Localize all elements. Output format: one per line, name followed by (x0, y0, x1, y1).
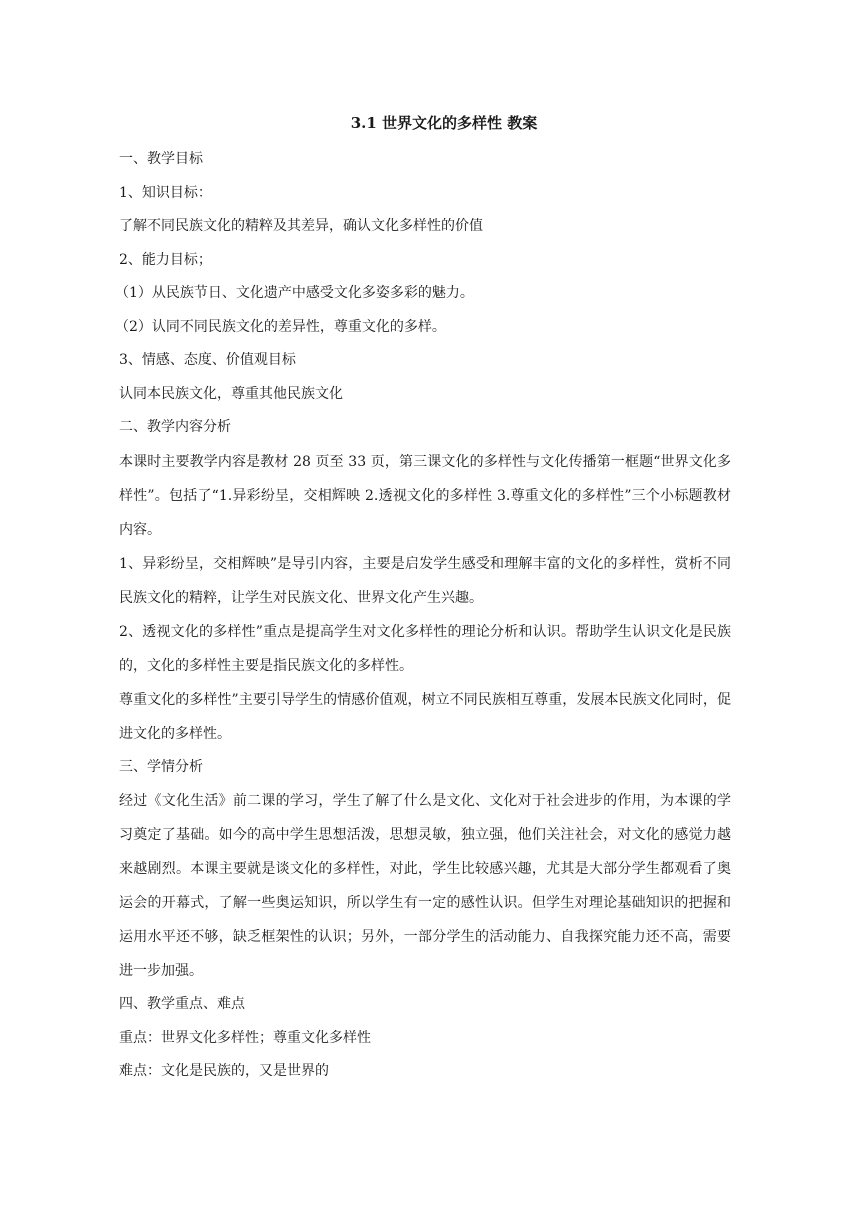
body-paragraph: 经过《文化生活》前二课的学习，学生了解了什么是文化、文化对于社会进步的作用，为本课的学习奠定了基础。如今的高中学生思想活泼，思想灵敏，独立强，他们关注社会，对文化的感觉力越来越剧烈。本课主要就是谈文化的多样性，对此，学生比较感兴趣，尤其是大部分学生都观看了奥运会的开幕式，了解一些奥运知识，所以学生有一定的感性认识。但学生对理论基础知识的把握和运用水平还不够，缺乏框架性的认识；另外，一部分学生的活动能力、自我探究能力还不高，需要进一步加强。 (119, 793, 731, 979)
body-paragraph: 1、异彩纷呈，交相辉映”是导引内容，主要是启发学生感受和理解丰富的文化的多样性，赏析不同民族文化的精粹，让学生对民族文化、世界文化产生兴趣。 (119, 555, 731, 606)
text-line: 认同本民族文化，尊重其他民族文化 (119, 385, 343, 402)
text-line: 重点：世界文化多样性；尊重文化多样性 (119, 1029, 371, 1046)
text-line: 四、教学重点、难点 (119, 996, 245, 1012)
body-paragraph: 本课时主要教学内容是教材 28 页至 33 页，第三课文化的多样性与文化传播第一框题“世界文化多样性”。包括了“1.异彩纷呈，交相辉映 2.透视文化的多样性 3.尊重文化的多样性”三个小标题教材内容。 (119, 453, 731, 538)
document-blocks (115, 143, 731, 1089)
body-paragraph: 尊重文化的多样性”主要引导学生的情感价值观，树立不同民族相互尊重，发展本民族文化同时，促进文化的多样性。 (119, 691, 731, 742)
text-line: 2、能力目标； (119, 251, 212, 268)
text-line: 二、教学内容分析 (119, 419, 231, 435)
text-line: 3、情感、态度、价值观目标 (119, 352, 296, 368)
text-line: 了解不同民族文化的精粹及其差异，确认文化多样性的价值 (119, 218, 483, 234)
text-line: （2）认同不同民族文化的差异性，尊重文化的多样。 (115, 318, 446, 335)
text-line: （1）从民族节日、文化遗产中感受文化多姿多彩的魅力。 (115, 285, 474, 301)
text-line: 难点：文化是民族的，又是世界的 (119, 1063, 329, 1079)
document-title: 3.1 世界文化的多样性 教案 (350, 114, 538, 132)
document-body (115, 110, 731, 1089)
text-line: 一、教学目标 (119, 151, 203, 167)
body-paragraph: 2、透视文化的多样性”重点是提高学生对文化多样性的理论分析和认识。帮助学生认识文化是民族的，文化的多样性主要是指民族文化的多样性。 (119, 623, 731, 674)
text-line: 1、知识目标： (119, 184, 212, 201)
text-line: 三、学情分析 (119, 758, 203, 775)
